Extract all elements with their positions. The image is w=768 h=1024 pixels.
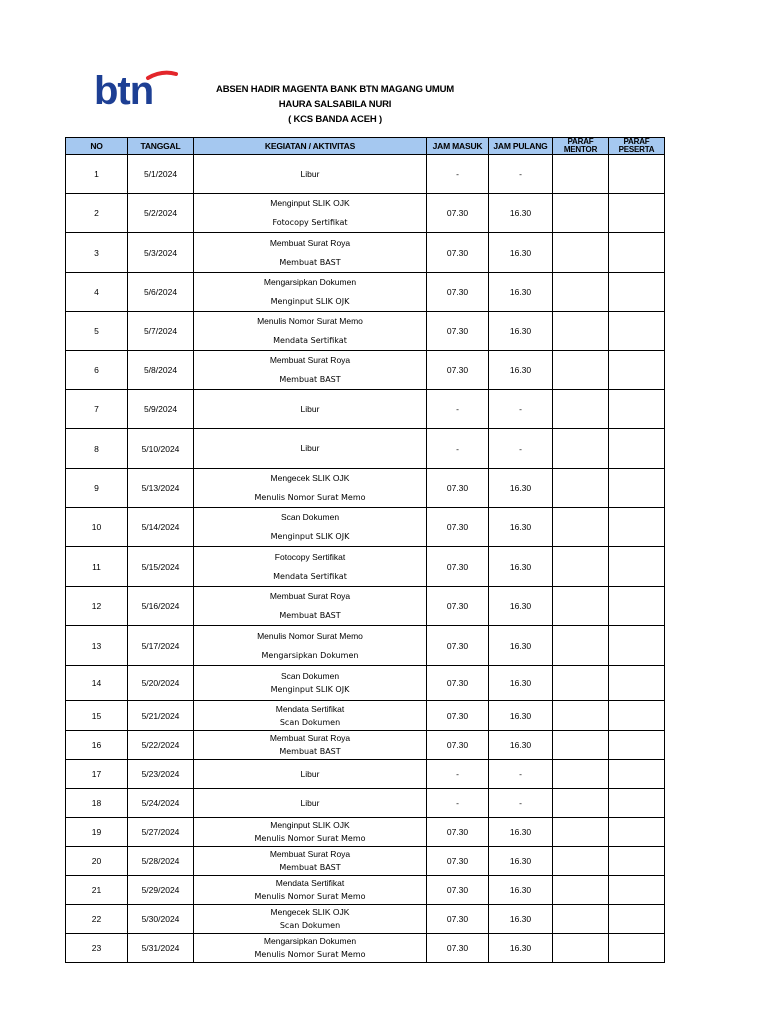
table-row xyxy=(66,155,665,194)
row-jam-pulang: 16.30 xyxy=(489,547,553,587)
row-date: 5/16/2024 xyxy=(128,587,194,626)
row-no: 11 xyxy=(66,547,128,587)
activity-item: Membuat BAST xyxy=(279,257,341,267)
row-jam-pulang: 16.30 xyxy=(489,351,553,390)
table-header-row xyxy=(66,138,665,155)
row-date: 5/1/2024 xyxy=(128,155,194,194)
row-activities xyxy=(194,469,427,508)
table-row xyxy=(66,731,665,760)
row-no: 14 xyxy=(66,666,128,701)
row-activities xyxy=(194,666,427,701)
activity-item: Fotocopy Sertifikat xyxy=(272,218,348,227)
row-jam-pulang: - xyxy=(489,390,553,429)
table-row xyxy=(66,312,665,351)
row-activities xyxy=(194,934,427,963)
row-paraf-peserta xyxy=(609,789,665,818)
activity-item: Mendata Sertifikat xyxy=(273,571,347,581)
row-activities xyxy=(194,194,427,233)
col-header-paraf-mentor: PARAF MENTOR xyxy=(553,138,609,155)
row-activities xyxy=(194,351,427,390)
table-row xyxy=(66,818,665,847)
row-date: 5/10/2024 xyxy=(128,429,194,469)
row-paraf-mentor xyxy=(553,587,609,626)
activity-item: Membuat Surat Roya xyxy=(269,355,351,365)
row-activities xyxy=(194,818,427,847)
row-jam-pulang: 16.30 xyxy=(489,273,553,312)
header-name: HAURA SALSABILA NURI xyxy=(278,99,392,110)
row-jam-pulang: 16.30 xyxy=(489,666,553,701)
row-paraf-mentor xyxy=(553,312,609,351)
row-activities xyxy=(194,789,427,818)
activity-item: Libur xyxy=(300,769,320,779)
row-no: 19 xyxy=(66,818,128,847)
row-date: 5/28/2024 xyxy=(128,847,194,876)
activity-item: Membuat BAST xyxy=(279,611,341,620)
row-no: 18 xyxy=(66,789,128,818)
row-jam-pulang: 16.30 xyxy=(489,312,553,351)
row-activities xyxy=(194,312,427,351)
row-paraf-peserta xyxy=(609,351,665,390)
row-date: 5/13/2024 xyxy=(128,469,194,508)
row-activities xyxy=(194,587,427,626)
row-activities xyxy=(194,847,427,876)
row-jam-pulang: 16.30 xyxy=(489,194,553,233)
row-activities xyxy=(194,508,427,547)
row-paraf-peserta xyxy=(609,273,665,312)
row-jam-masuk: 07.30 xyxy=(427,934,489,963)
activity-item: Membuat Surat Roya xyxy=(269,849,351,859)
row-no: 16 xyxy=(66,731,128,760)
row-activities xyxy=(194,390,427,429)
row-jam-masuk: - xyxy=(427,789,489,818)
row-paraf-mentor xyxy=(553,233,609,273)
row-paraf-peserta xyxy=(609,233,665,273)
row-jam-masuk: 07.30 xyxy=(427,731,489,760)
activity-item: Scan Dokumen xyxy=(280,671,340,681)
row-paraf-mentor xyxy=(553,194,609,233)
row-date: 5/9/2024 xyxy=(128,390,194,429)
table-row xyxy=(66,666,665,701)
row-paraf-mentor xyxy=(553,508,609,547)
activity-item: Membuat Surat Roya xyxy=(269,591,351,601)
activity-item: Scan Dokumen xyxy=(279,717,341,727)
row-paraf-peserta xyxy=(609,666,665,701)
activity-item: Membuat BAST xyxy=(279,375,341,384)
row-no: 17 xyxy=(66,760,128,789)
row-jam-pulang: - xyxy=(489,760,553,789)
activity-item: Menulis Nomor Surat Memo xyxy=(257,630,363,641)
row-activities xyxy=(194,731,427,760)
row-jam-masuk: 07.30 xyxy=(427,273,489,312)
row-paraf-mentor xyxy=(553,155,609,194)
row-paraf-peserta xyxy=(609,626,665,666)
row-jam-pulang: 16.30 xyxy=(489,818,553,847)
row-no: 3 xyxy=(66,233,128,273)
table-row xyxy=(66,587,665,626)
row-activities xyxy=(194,876,427,905)
table-row xyxy=(66,469,665,508)
row-jam-masuk: 07.30 xyxy=(427,818,489,847)
activity-item: Mengarsipkan Dokumen xyxy=(263,936,357,946)
activity-item: Mendata Sertifikat xyxy=(275,703,345,714)
row-date: 5/15/2024 xyxy=(128,547,194,587)
row-jam-pulang: - xyxy=(489,789,553,818)
activity-item: Scan Dokumen xyxy=(279,921,341,930)
row-date: 5/27/2024 xyxy=(128,818,194,847)
row-paraf-peserta xyxy=(609,312,665,351)
row-date: 5/23/2024 xyxy=(128,760,194,789)
row-activities xyxy=(194,626,427,666)
row-date: 5/2/2024 xyxy=(128,194,194,233)
table-row xyxy=(66,508,665,547)
row-date: 5/24/2024 xyxy=(128,789,194,818)
row-date: 5/3/2024 xyxy=(128,233,194,273)
row-paraf-peserta xyxy=(609,469,665,508)
activity-item: Libur xyxy=(300,443,320,453)
row-no: 4 xyxy=(66,273,128,312)
row-date: 5/6/2024 xyxy=(128,273,194,312)
attendance-body xyxy=(66,155,665,963)
table-row xyxy=(66,429,665,469)
row-jam-masuk: 07.30 xyxy=(427,312,489,351)
row-jam-pulang: 16.30 xyxy=(489,731,553,760)
btn-logo-icon xyxy=(66,68,206,112)
row-paraf-peserta xyxy=(609,547,665,587)
row-jam-masuk: 07.30 xyxy=(427,876,489,905)
row-paraf-peserta xyxy=(609,934,665,963)
row-date: 5/31/2024 xyxy=(128,934,194,963)
row-paraf-mentor xyxy=(553,847,609,876)
row-jam-masuk: 07.30 xyxy=(427,469,489,508)
row-paraf-peserta xyxy=(609,760,665,789)
row-paraf-mentor xyxy=(553,789,609,818)
row-jam-masuk: 07.30 xyxy=(427,508,489,547)
row-jam-pulang: 16.30 xyxy=(489,701,553,731)
activity-item: Fotocopy Sertifikat xyxy=(274,551,346,562)
activity-item: Menginput SLIK OJK xyxy=(270,198,350,208)
row-paraf-peserta xyxy=(609,905,665,934)
row-no: 22 xyxy=(66,905,128,934)
activity-item: Menginput SLIK OJK xyxy=(270,532,350,541)
activity-item: Menulis Nomor Surat Memo xyxy=(254,834,366,843)
row-no: 5 xyxy=(66,312,128,351)
table-row xyxy=(66,876,665,905)
row-paraf-mentor xyxy=(553,818,609,847)
row-paraf-peserta xyxy=(609,390,665,429)
row-paraf-mentor xyxy=(553,469,609,508)
row-paraf-peserta xyxy=(609,429,665,469)
row-paraf-mentor xyxy=(553,273,609,312)
row-activities xyxy=(194,273,427,312)
activity-item: Mengecek SLIK OJK xyxy=(270,907,350,917)
row-date: 5/21/2024 xyxy=(128,701,194,731)
activity-item: Scan Dokumen xyxy=(280,512,340,522)
row-date: 5/8/2024 xyxy=(128,351,194,390)
row-paraf-peserta xyxy=(609,701,665,731)
row-activities xyxy=(194,233,427,273)
row-activities xyxy=(194,155,427,194)
row-paraf-peserta xyxy=(609,818,665,847)
document-header xyxy=(200,82,470,127)
activity-item: Menginput SLIK OJK xyxy=(270,297,350,306)
col-header-paraf-peserta: PARAF PESERTA xyxy=(609,138,665,155)
row-jam-masuk: 07.30 xyxy=(427,233,489,273)
row-activities xyxy=(194,547,427,587)
table-row xyxy=(66,233,665,273)
table-row xyxy=(66,626,665,666)
row-activities xyxy=(194,429,427,469)
activity-item: Menginput SLIK OJK xyxy=(270,685,350,694)
row-no: 8 xyxy=(66,429,128,469)
row-paraf-peserta xyxy=(609,847,665,876)
table-row xyxy=(66,547,665,587)
col-header-tanggal: TANGGAL xyxy=(128,138,194,155)
table-row xyxy=(66,934,665,963)
row-no: 12 xyxy=(66,587,128,626)
table-row xyxy=(66,351,665,390)
table-row xyxy=(66,390,665,429)
row-no: 21 xyxy=(66,876,128,905)
row-jam-pulang: - xyxy=(489,429,553,469)
header-title: ABSEN HADIR MAGENTA BANK BTN MAGANG UMUM xyxy=(216,84,454,95)
row-jam-masuk: 07.30 xyxy=(427,905,489,934)
row-date: 5/30/2024 xyxy=(128,905,194,934)
activity-item: Membuat BAST xyxy=(279,747,341,756)
row-no: 1 xyxy=(66,155,128,194)
activity-item: Membuat BAST xyxy=(279,863,341,872)
table-row xyxy=(66,789,665,818)
activity-item: Libur xyxy=(300,403,320,414)
row-jam-pulang: 16.30 xyxy=(489,847,553,876)
row-jam-masuk: - xyxy=(427,390,489,429)
row-jam-pulang: 16.30 xyxy=(489,508,553,547)
row-no: 10 xyxy=(66,508,128,547)
activity-item: Mengarsipkan Dokumen xyxy=(261,650,359,660)
row-paraf-mentor xyxy=(553,934,609,963)
table-row xyxy=(66,905,665,934)
row-no: 9 xyxy=(66,469,128,508)
svg-text:btn: btn xyxy=(94,69,154,112)
row-paraf-mentor xyxy=(553,547,609,587)
row-jam-pulang: 16.30 xyxy=(489,876,553,905)
row-jam-masuk: 07.30 xyxy=(427,547,489,587)
activity-item: Menulis Nomor Surat Memo xyxy=(254,892,366,901)
col-header-jam-masuk: JAM MASUK xyxy=(427,138,489,155)
col-header-jam-pulang: JAM PULANG xyxy=(489,138,553,155)
row-jam-masuk: 07.30 xyxy=(427,626,489,666)
row-no: 7 xyxy=(66,390,128,429)
row-paraf-mentor xyxy=(553,626,609,666)
activity-item: Mendata Sertifikat xyxy=(273,336,347,345)
header-branch: ( KCS BANDA ACEH ) xyxy=(288,114,382,125)
row-jam-pulang: 16.30 xyxy=(489,469,553,508)
activity-item: Menulis Nomor Surat Memo xyxy=(257,316,363,326)
row-no: 2 xyxy=(66,194,128,233)
row-paraf-mentor xyxy=(553,429,609,469)
activity-item: Menulis Nomor Surat Memo xyxy=(254,950,366,959)
activity-item: Membuat Surat Roya xyxy=(269,237,351,248)
row-activities xyxy=(194,905,427,934)
row-jam-pulang: 16.30 xyxy=(489,233,553,273)
row-jam-masuk: 07.30 xyxy=(427,351,489,390)
row-jam-pulang: 16.30 xyxy=(489,587,553,626)
row-no: 6 xyxy=(66,351,128,390)
table-row xyxy=(66,273,665,312)
table-row xyxy=(66,194,665,233)
row-jam-masuk: 07.30 xyxy=(427,587,489,626)
activity-item: Menulis Nomor Surat Memo xyxy=(254,493,366,502)
row-date: 5/20/2024 xyxy=(128,666,194,701)
row-no: 20 xyxy=(66,847,128,876)
row-date: 5/29/2024 xyxy=(128,876,194,905)
row-paraf-mentor xyxy=(553,905,609,934)
col-header-kegiatan: KEGIATAN / AKTIVITAS xyxy=(194,138,427,155)
row-paraf-mentor xyxy=(553,876,609,905)
row-paraf-mentor xyxy=(553,701,609,731)
col-header-no: NO xyxy=(66,138,128,155)
row-jam-pulang: 16.30 xyxy=(489,905,553,934)
row-no: 23 xyxy=(66,934,128,963)
row-activities xyxy=(194,760,427,789)
row-paraf-peserta xyxy=(609,508,665,547)
row-jam-pulang: 16.30 xyxy=(489,626,553,666)
attendance-table xyxy=(65,137,665,963)
activity-item: Libur xyxy=(300,798,320,808)
row-paraf-peserta xyxy=(609,587,665,626)
row-activities xyxy=(194,701,427,731)
row-jam-masuk: 07.30 xyxy=(427,847,489,876)
row-jam-masuk: - xyxy=(427,155,489,194)
row-paraf-mentor xyxy=(553,760,609,789)
activity-item: Mengarsipkan Dokumen xyxy=(263,277,357,287)
row-jam-masuk: 07.30 xyxy=(427,666,489,701)
row-no: 15 xyxy=(66,701,128,731)
row-paraf-mentor xyxy=(553,666,609,701)
row-jam-masuk: - xyxy=(427,429,489,469)
row-date: 5/22/2024 xyxy=(128,731,194,760)
activity-item: Menginput SLIK OJK xyxy=(270,820,350,830)
row-paraf-peserta xyxy=(609,731,665,760)
row-paraf-mentor xyxy=(553,731,609,760)
row-no: 13 xyxy=(66,626,128,666)
row-paraf-peserta xyxy=(609,194,665,233)
row-jam-masuk: 07.30 xyxy=(427,701,489,731)
table-row xyxy=(66,701,665,731)
row-jam-masuk: - xyxy=(427,760,489,789)
row-date: 5/7/2024 xyxy=(128,312,194,351)
activity-item: Membuat Surat Roya xyxy=(269,733,351,743)
row-jam-pulang: - xyxy=(489,155,553,194)
row-jam-masuk: 07.30 xyxy=(427,194,489,233)
table-row xyxy=(66,760,665,789)
row-jam-pulang: 16.30 xyxy=(489,934,553,963)
activity-item: Mendata Sertifikat xyxy=(275,878,345,888)
row-paraf-mentor xyxy=(553,390,609,429)
row-date: 5/17/2024 xyxy=(128,626,194,666)
btn-logo xyxy=(66,68,206,112)
table-row xyxy=(66,847,665,876)
row-date: 5/14/2024 xyxy=(128,508,194,547)
activity-item: Mengecek SLIK OJK xyxy=(270,473,350,483)
activity-item: Libur xyxy=(300,168,320,179)
row-paraf-peserta xyxy=(609,876,665,905)
row-paraf-mentor xyxy=(553,351,609,390)
row-paraf-peserta xyxy=(609,155,665,194)
